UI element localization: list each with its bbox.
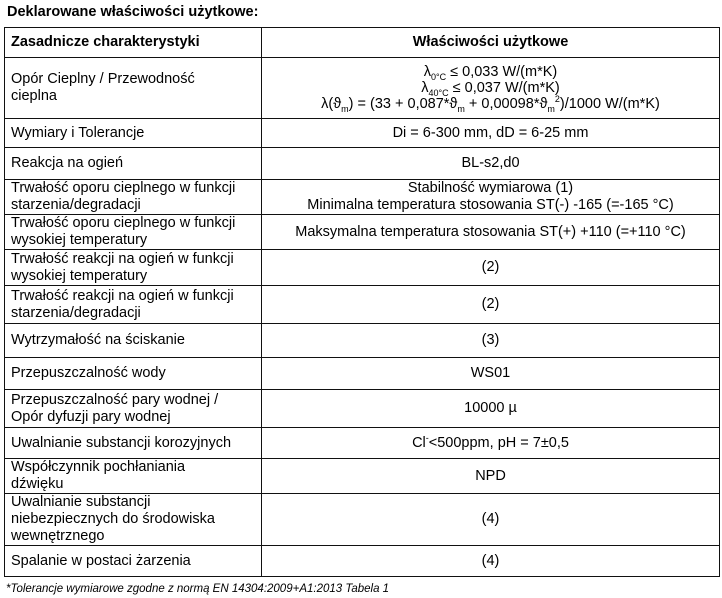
characteristic-text: Wymiary i Tolerancje [11,124,145,141]
performance-text: WS01 [470,365,511,381]
lambda-formula-line [266,96,715,112]
formula-superscript: 2 [554,94,560,105]
characteristic-cell [5,546,262,577]
table-row [5,459,720,494]
characteristic-cell [5,358,262,390]
characteristic-cell [5,250,262,286]
characteristic-text: Trwałość reakcji na ogień w funkcji [11,287,234,304]
performance-text: Stabilność wymiarowa (1) [407,180,574,196]
characteristic-text: Spalanie w postaci żarzenia [11,552,191,569]
characteristic-text: wysokiej temperatury [11,232,148,248]
characteristic-text: cieplna [11,88,57,104]
characteristic-cell [5,148,262,180]
lambda-value: ≤ 0,037 W/(m*K) [448,80,560,96]
characteristic-text: wewnętrznego [11,528,105,544]
lambda-0-line [266,64,715,80]
characteristic-cell [5,494,262,546]
performance-cell [262,119,720,148]
performance-cell [262,148,720,180]
formula-subscript: m [547,103,555,114]
performance-text: 10000 µ [464,400,517,416]
formula-part: )/1000 W/(m*K) [559,96,660,112]
table-row [5,358,720,390]
table-row [5,119,720,148]
characteristic-text: Trwałość oporu cieplnego w funkcji [11,180,236,196]
chloride-symbol: Cl [412,434,426,451]
lambda-value: ≤ 0,033 W/(m*K) [446,64,558,80]
characteristic-cell [5,119,262,148]
table-header-row [5,28,720,58]
lambda-symbol: λ [421,80,429,96]
table-row [5,215,720,250]
characteristic-text: starzenia/degradacji [11,197,141,213]
characteristic-cell [5,459,262,494]
characteristic-cell [5,215,262,250]
performance-cell [262,546,720,577]
characteristic-cell [5,58,262,119]
performance-text: Maksymalna temperatura stosowania ST(+) +110 (=+110 °C) [295,223,686,240]
performance-text: (3) [481,332,500,348]
characteristic-cell [5,324,262,358]
formula-part: λ(ϑ [321,96,342,112]
characteristic-text: Współczynnik pochłaniania [11,459,186,475]
header-performance: Właściwości użytkowe [262,28,720,58]
characteristic-text: Opór dyfuzji pary wodnej [11,408,171,425]
document-title: Deklarowane właściwości użytkowe: [7,4,259,20]
characteristic-text: starzenia/degradacji [11,304,141,321]
performance-cell [262,358,720,390]
formula-subscript: m [341,103,349,114]
table-row [5,428,720,459]
lambda-symbol: λ [423,64,432,80]
performance-cell [262,250,720,286]
characteristic-text: niebezpiecznych do środowiska [11,511,215,527]
table-row [5,250,720,286]
performance-cell [262,286,720,324]
table-row [5,494,720,546]
formula-part: ) = (33 + 0,087*ϑ [348,96,458,112]
table-row [5,58,720,119]
characteristic-cell [5,180,262,215]
footnote: *Tolerancje wymiarowe zgodne z normą EN 14304:2009+A1:2013 Tabela 1 [6,583,390,595]
table-row [5,148,720,180]
performance-text: Minimalna temperatura stosowania ST(-) -165 (=-165 °C) [307,197,674,213]
table-row [5,390,720,428]
characteristic-text: Reakcja na ogień [11,155,124,171]
performance-cell [262,459,720,494]
characteristic-cell [5,428,262,459]
performance-text: (4) [481,511,500,527]
characteristic-text: Trwałość reakcji na ogień w funkcji [11,250,234,267]
lambda-subscript: 0°C [431,71,447,82]
properties-table [4,27,720,577]
table-body [5,58,720,577]
formula-part: + 0,00098*ϑ [464,96,548,112]
performance-cell [262,180,720,215]
characteristic-cell [5,390,262,428]
characteristic-text: Przepuszczalność wody [11,365,166,381]
characteristic-text: Przepuszczalność pary wodnej / [11,391,219,408]
performance-text: (4) [481,552,500,569]
characteristic-text: dźwięku [11,476,64,492]
table-row [5,546,720,577]
formula-subscript: m [457,103,465,114]
lambda-40-line [266,80,715,96]
lambda-subscript: 40°C [428,87,449,98]
table-row [5,180,720,215]
characteristic-text: Uwalnianie substancji [11,494,151,510]
table-row [5,286,720,324]
characteristic-text: Wytrzymałość na ściskanie [11,332,185,348]
performance-text: BL-s2,d0 [461,155,520,171]
performance-cell [262,390,720,428]
performance-text: (2) [481,259,500,275]
characteristic-text: Opór Cieplny / Przewodność [11,71,195,87]
performance-text: NPD [475,467,506,484]
chloride-rest: <500ppm, pH = 7±0,5 [428,434,569,451]
chloride-value [266,432,715,452]
performance-cell [262,215,720,250]
table-row [5,324,720,358]
performance-text: Di = 6-300 mm, dD = 6-25 mm [392,124,589,141]
performance-cell [262,324,720,358]
characteristic-text: wysokiej temperatury [11,267,148,284]
performance-cell [262,58,720,119]
characteristic-cell [5,286,262,324]
performance-text: (2) [481,296,500,312]
performance-cell [262,494,720,546]
characteristic-text: Trwałość oporu cieplnego w funkcji [11,215,236,231]
header-characteristics: Zasadnicze charakterystyki [5,28,262,58]
performance-cell [262,428,720,459]
chloride-charge: - [425,432,429,443]
characteristic-text: Uwalnianie substancji korozyjnych [11,434,232,451]
